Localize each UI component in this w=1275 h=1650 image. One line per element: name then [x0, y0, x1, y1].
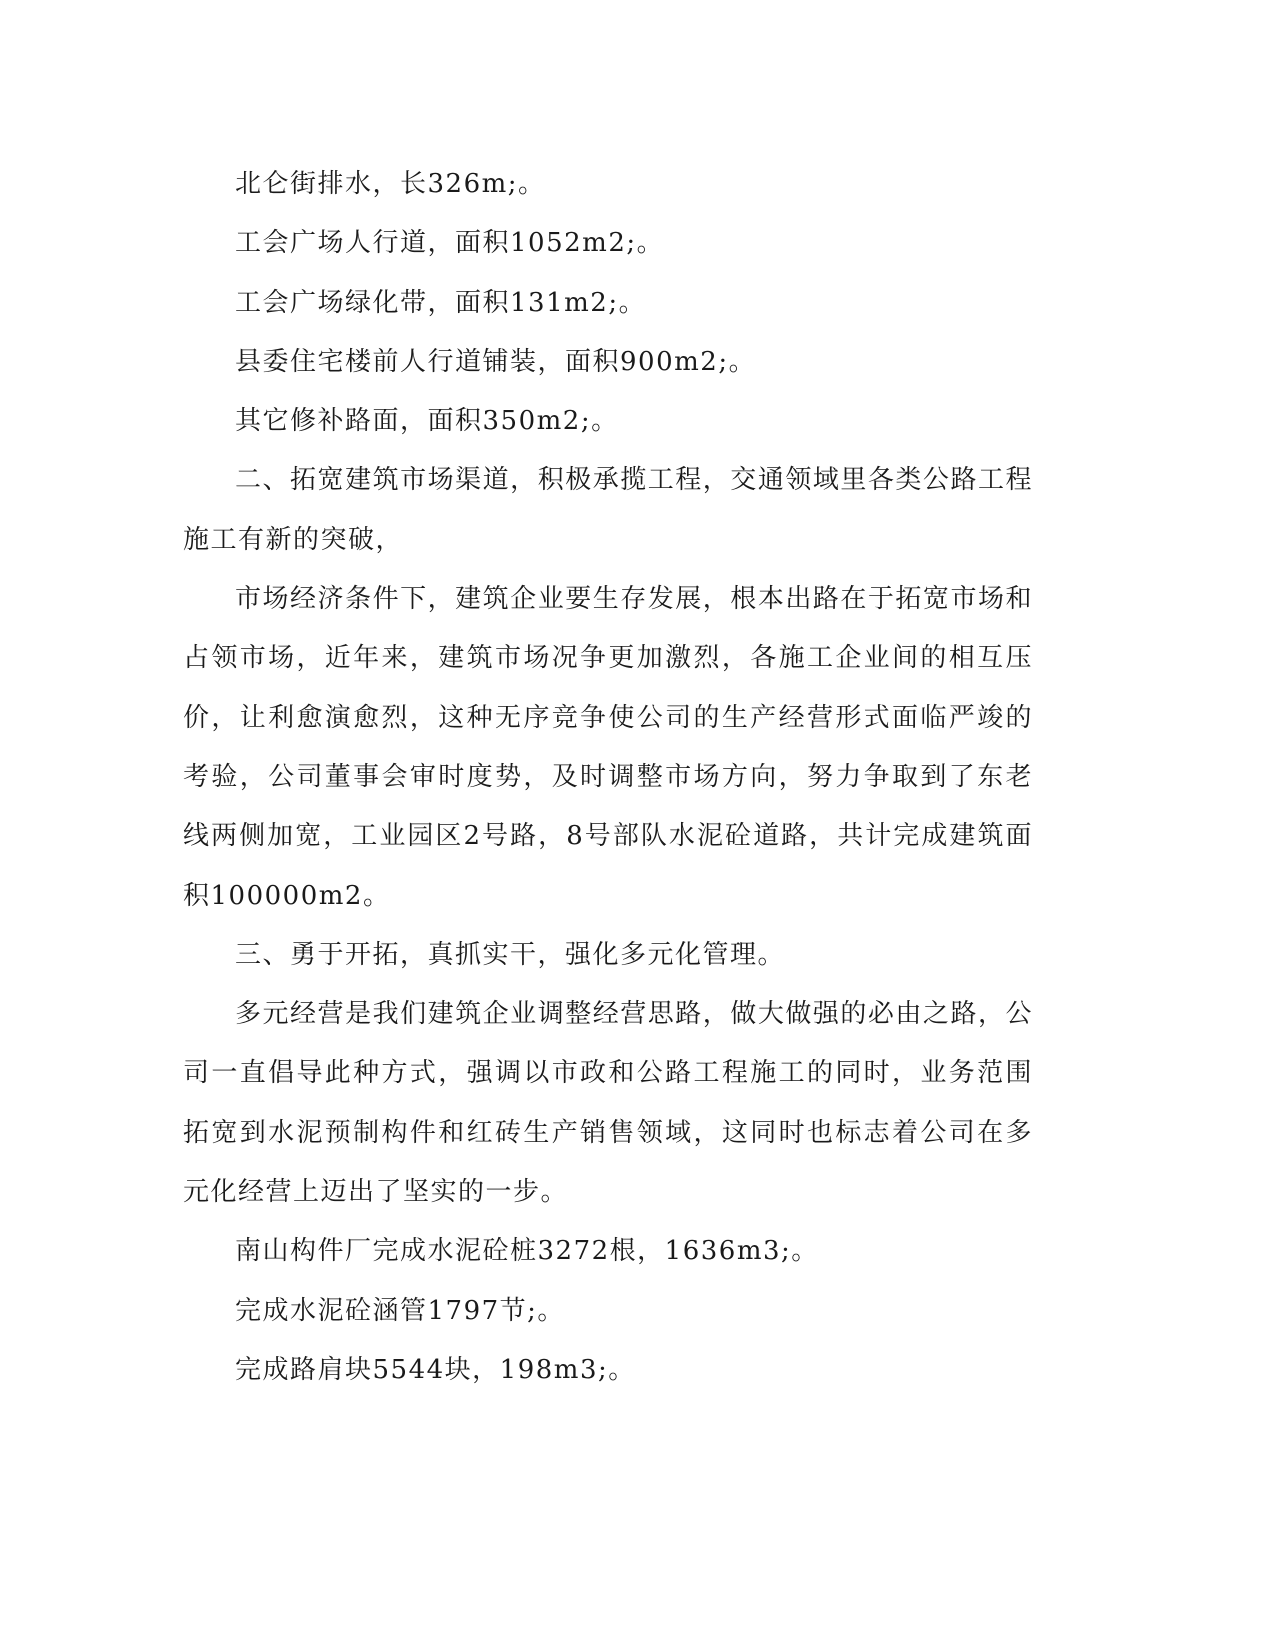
- paragraph-market-economy: 市场经济条件下，建筑企业要生存发展，根本出路在于拓宽市场和占领市场，近年来，建筑市场况争更加激烈，各施工企业间的相互压价，让利愈演愈烈，这种无序竞争使公司的生产经营形式面临严竣的考验，公司董事会审时度势，及时调整市场方向，努力争取到了东老线两侧加宽，工业园区2号路，8号部队水泥砼道路，共计完成建筑面积100000m2。: [183, 584, 1033, 911]
- paragraph-union-square-sidewalk: 工会广场人行道，面积1052m2;。: [235, 228, 665, 259]
- paragraph-union-square-greenbelt: 工会广场绿化带，面积131m2;。: [235, 287, 647, 318]
- paragraph-beilun-drainage: 北仑街排水，长326m;。: [235, 169, 546, 199]
- document-body: [183, 155, 1033, 1400]
- paragraph-diversified-operation: 多元经营是我们建筑企业调整经营思路，做大做强的必由之路，公司一直倡导此种方式，强调以市政和公路工程施工的同时，业务范围拓宽到水泥预制构件和红砖生产销售领域，这同时也标志着公司在多元化经营上迈出了坚实的一步。: [183, 999, 1033, 1208]
- paragraph-shoulder-blocks: 完成路肩块5544块，198m3;。: [235, 1354, 636, 1385]
- paragraph-other-road-repair: 其它修补路面，面积350m2;。: [235, 406, 619, 437]
- paragraph-concrete-piles: 南山构件厂完成水泥砼桩3272根，1636m3;。: [235, 1236, 819, 1267]
- section-heading-diversified-management: 三、勇于开拓，真抓实干，强化多元化管理。: [235, 939, 786, 970]
- section-heading-market-expansion: 二、拓宽建筑市场渠道，积极承揽工程，交通领域里各类公路工程施工有新的突破，: [183, 465, 1033, 555]
- paragraph-concrete-culverts: 完成水泥砼涵管1797节;。: [235, 1295, 565, 1326]
- paragraph-county-housing-sidewalk: 县委住宅楼前人行道铺装，面积900m2;。: [235, 346, 757, 377]
